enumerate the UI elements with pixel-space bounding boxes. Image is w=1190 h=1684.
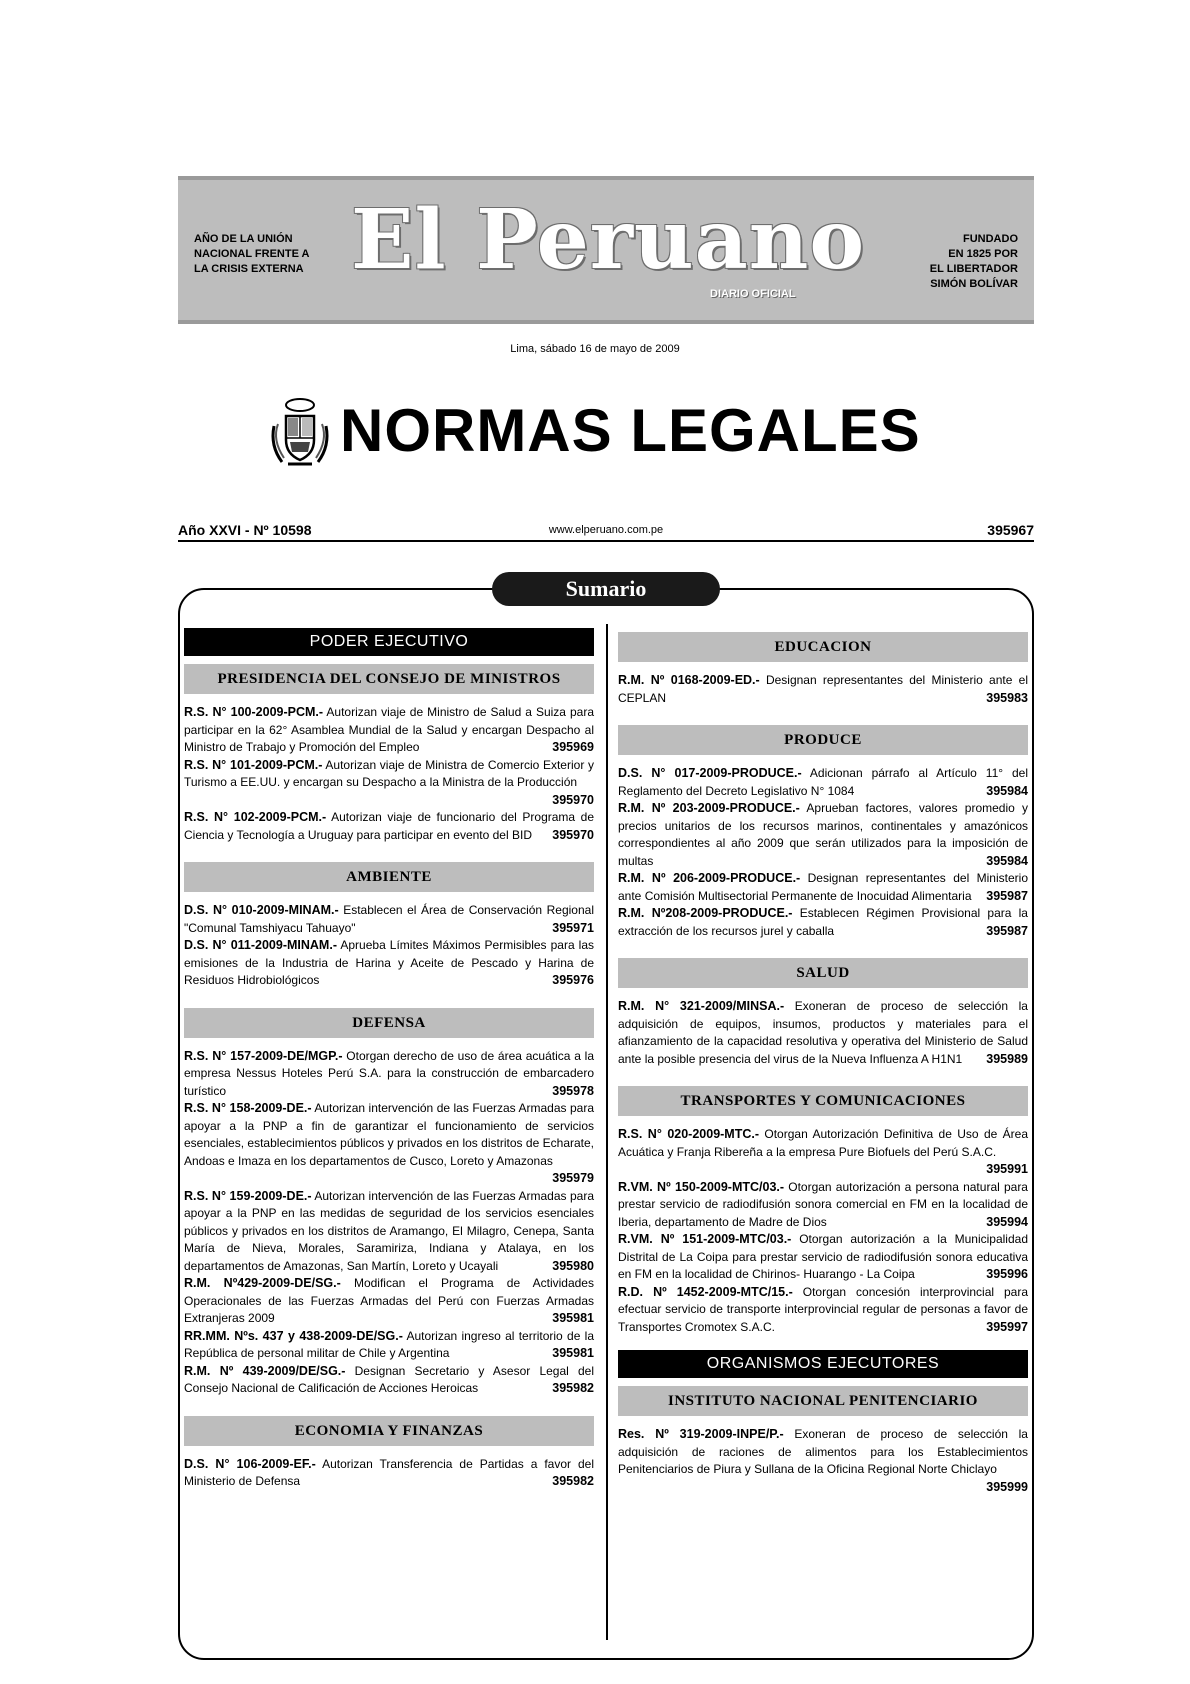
entry-code: Res. Nº 319-2009-INPE/P.- [618, 1427, 784, 1441]
newspaper-logo: El Peruano [350, 192, 866, 288]
summary-entry[interactable] [618, 1231, 1028, 1284]
section-heading: NORMAS LEGALES [340, 397, 921, 464]
entry-code: R.M. N° 321-2009/MINSA.- [618, 999, 785, 1013]
entry-page: 395969 [552, 740, 594, 754]
entry-description: Otorgan Autorización Definitiva de Uso de Área Acuática y Franja Ribereña a la empresa Pure Biofuels del Perú S.A.C. [618, 1127, 1028, 1159]
entry-page: 395982 [552, 1381, 594, 1395]
group-title-presidencia-del-consejo-de-ministros: PRESIDENCIA DEL CONSEJO DE MINISTROS [184, 664, 594, 694]
column-divider [606, 624, 608, 1640]
entry-code: R.D. Nº 1452-2009-MTC/15.- [618, 1284, 793, 1299]
summary-entry[interactable] [618, 1179, 1028, 1232]
entry-page: 395984 [986, 783, 1028, 798]
entry-code: R.S. N° 158-2009-DE.- [184, 1101, 312, 1115]
summary-entry[interactable] [184, 809, 594, 844]
national-crest-icon [268, 396, 332, 470]
entry-page: 395980 [552, 1258, 594, 1273]
summary-entry[interactable] [618, 800, 1028, 870]
section-title-organismos-ejecutores: ORGANISMOS EJECUTORES [618, 1350, 1028, 1378]
entry-description: Autorizan viaje de funcionario del Programa de Ciencia y Tecnología a Uruguay para participar en evento del BID [184, 810, 595, 842]
summary-entry[interactable] [618, 1126, 1028, 1179]
entry-description: Otorgan derecho de uso de área acuática a la empresa Nessus Hoteles Perú S.A. para la construcción de embarcadero turístico [184, 1048, 594, 1098]
entry-description: Exoneran de proceso de selección la adquisición de raciones de alimentos para los Establecimientos Penitenciarios de Piura y Sullana de la Oficina Regional Norte Chiclayo [618, 1427, 1028, 1476]
entry-page: 395997 [986, 1319, 1028, 1334]
entry-code: R.S. N° 020-2009-MTC.- [618, 1127, 760, 1141]
summary-entry[interactable] [184, 1188, 594, 1276]
entry-code: D.S. N° 010-2009-MINAM.- [184, 903, 339, 917]
summary-entry[interactable] [184, 1456, 594, 1491]
entry-description: Autorizan ingreso al territorio de la República de personal militar de Chile y Argentina [184, 1328, 594, 1360]
entry-description: Aprueban factores, valores promedio y precios unitarios de los recursos marinos, continentales y amazónicos correspondientes al año 2009 que serán utilizados para la imposición de multas [618, 801, 1029, 868]
group-title-ambiente: AMBIENTE [184, 862, 594, 892]
entry-code: D.S. N° 106-2009-EF.- [184, 1456, 316, 1471]
page-number: 395967 [987, 522, 1034, 538]
entry-code: D.S. N° 011-2009-MINAM.- [184, 938, 337, 952]
group-title-educacion: EDUCACION [618, 632, 1028, 662]
edition-bar [178, 520, 1034, 542]
group-title-transportes-y-comunicaciones: TRANSPORTES Y COMUNICACIONES [618, 1086, 1028, 1116]
summary-left-column [184, 628, 594, 1505]
entry-page: 395984 [986, 853, 1028, 868]
masthead-founded: FUNDADO EN 1825 POR EL LIBERTADOR SIMÓN BOLÍVAR [929, 233, 1018, 290]
entry-page: 395982 [552, 1474, 594, 1488]
summary-entry[interactable] [618, 1284, 1028, 1337]
entry-description: Otorgan concesión interprovincial para efectuar servicio de transporte interprovincial regular de personas a favor de Transportes Cromotex S.A.C. [618, 1284, 1028, 1334]
entry-description: Establecen el Área de Conservación Regional "Comunal Tamshiyacu Tahuayo" [184, 903, 594, 935]
summary-entry[interactable] [618, 672, 1028, 707]
entry-page: 395981 [552, 1311, 594, 1325]
summary-entry[interactable] [618, 905, 1028, 940]
entry-code: R.S. N° 157-2009-DE/MGP.- [184, 1048, 343, 1063]
entry-code: R.M. Nº 206-2009-PRODUCE.- [618, 871, 801, 885]
summary-entry[interactable] [184, 1275, 594, 1328]
entry-code: RR.MM. Nºs. 437 y 438-2009-DE/SG.- [184, 1328, 403, 1343]
entry-description: Designan Secretario y Asesor Legal del Consejo Nacional de Calificación de Acciones Heroicas [184, 1363, 594, 1395]
summary-entry[interactable] [618, 1426, 1028, 1496]
summary-entry[interactable] [618, 765, 1028, 800]
entry-description: Adicionan párrafo al Artículo 11° del Reglamento del Decreto Legislativo N° 1084 [618, 766, 1028, 798]
entry-description: Modifican el Programa de Actividades Operacionales de las Fuerzas Armadas del Perú con Fuerzas Armadas Extranjeras 2009 [184, 1276, 594, 1325]
entry-page: 395996 [986, 1267, 1028, 1281]
entry-page: 395991 [986, 1162, 1028, 1176]
entry-page: 395987 [986, 888, 1028, 903]
entry-page: 395987 [986, 923, 1028, 938]
entry-code: R.M. Nº208-2009-PRODUCE.- [618, 906, 793, 920]
entry-description: Designan representantes del Ministerio ante Comisión Multisectorial Permanente de Inocuidad Alimentaria [618, 871, 1028, 903]
entry-code: R.M. Nº 203-2009-PRODUCE.- [618, 801, 800, 815]
newspaper-subtitle: DIARIO OFICIAL [710, 288, 796, 300]
entry-description: Autorizan viaje de Ministra de Comercio Exterior y Turismo a EE.UU. y encargan su Despacho a la Ministra de la Producción [184, 757, 594, 789]
entry-description: Establecen Régimen Provisional para la extracción de los recursos jurel y caballa [618, 906, 1028, 938]
entry-description: Designan representantes del Ministerio ante el CEPLAN [618, 673, 1028, 705]
entry-code: R.S. N° 101-2009-PCM.- [184, 757, 323, 772]
entry-code: R.S. N° 159-2009-DE.- [184, 1188, 312, 1203]
group-title-salud: SALUD [618, 958, 1028, 988]
summary-entry[interactable] [184, 902, 594, 937]
section-title-poder-ejecutivo: PODER EJECUTIVO [184, 628, 594, 656]
website-link[interactable]: www.elperuano.com.pe [548, 524, 664, 536]
summary-entry[interactable] [184, 757, 594, 810]
entry-description: Autorizan intervención de las Fuerzas Armadas para apoyar a la PNP en las medidas de seguridad de los servicios esenciales públicos y privados en los distritos de Aramango, El Milagro, Cenepa, Santa María de Nieva, Morales, Saramiriza, Indiana y Atalaya, en los departamentos de Amazonas, San Martín, Loreto y Ucayali [184, 1188, 594, 1273]
entry-code: D.S. N° 017-2009-PRODUCE.- [618, 766, 802, 780]
entry-page: 395970 [552, 827, 594, 842]
entry-code: R.VM. Nº 150-2009-MTC/03.- [618, 1179, 785, 1194]
entry-code: R.S. N° 102-2009-PCM.- [184, 810, 327, 824]
summary-entry[interactable] [184, 1363, 594, 1398]
group-title-instituto-nacional-penitenciario: INSTITUTO NACIONAL PENITENCIARIO [618, 1386, 1028, 1416]
entry-description: Otorgan autorización a la Municipalidad Distrital de La Coipa para prestar servicio de radiodifusión sonora educativa en FM en la localidad de Chirinos- Huarango - La Coipa [618, 1232, 1028, 1281]
entry-page: 395989 [986, 1051, 1028, 1066]
masthead-motto: AÑO DE LA UNIÓN NACIONAL FRENTE A LA CRISIS EXTERNA [194, 233, 310, 275]
entry-description: Autorizan viaje de Ministro de Salud a Suiza para participar en la 62° Asamblea Mundial de la Salud y encargan Despacho al Ministro de Trabajo y Promoción del Empleo [184, 705, 594, 754]
edition-number: Año XXVI - Nº 10598 [178, 522, 312, 538]
entry-description: Autorizan intervención de las Fuerzas Armadas para apoyar a la PNP a fin de garantizar el funcionamiento de servicios esenciales, establecimientos públicos y privados en los distritos de Echarate, Andoas e Imaza en los departamentos de Cusco, Loreto y Amazonas [184, 1101, 594, 1168]
issue-date: Lima, sábado 16 de mayo de 2009 [510, 343, 680, 355]
entry-description: Aprueba Límites Máximos Permisibles para las emisiones de la Industria de Harina y Aceite de Pescado y Harina de Residuos Hidrobiológicos [184, 938, 594, 987]
entry-page: 395979 [552, 1171, 594, 1185]
summary-title: Sumario [492, 572, 720, 606]
group-title-produce: PRODUCE [618, 725, 1028, 755]
entry-code: R.VM. Nº 151-2009-MTC/03.- [618, 1232, 792, 1246]
entry-description: Autorizan Transferencia de Partidas a favor del Ministerio de Defensa [184, 1456, 595, 1488]
entry-page: 395994 [986, 1214, 1028, 1229]
summary-entry[interactable] [618, 998, 1028, 1068]
entry-page: 395971 [552, 920, 594, 935]
entry-description: Otorgan autorización a persona natural para prestar servicio de radiodifusión sonora comercial en FM en la localidad de Iberia, departamento de Madre de Dios [618, 1179, 1028, 1229]
entry-code: R.M. Nº 0168-2009-ED.- [618, 673, 760, 687]
summary-entry[interactable] [184, 1048, 594, 1101]
entry-page: 395981 [552, 1346, 594, 1360]
group-title-defensa: DEFENSA [184, 1008, 594, 1038]
summary-entry[interactable] [184, 704, 594, 757]
entry-page: 395970 [552, 792, 594, 807]
entry-code: R.M. Nº 439-2009/DE/SG.- [184, 1363, 346, 1378]
entry-page: 395999 [986, 1479, 1028, 1494]
entry-page: 395978 [552, 1083, 594, 1098]
entry-page: 395976 [552, 973, 594, 987]
entry-description: Exoneran de proceso de selección la adquisición de equipos, insumos, productos y materiales para el afianzamiento de la capacidad resolutiva y operativa del Ministerio de Salud ante la posible presencia del virus de la Nueva Influenza A H1N1 [618, 999, 1028, 1066]
entry-page: 395983 [986, 690, 1028, 705]
entry-code: R.M. Nº429-2009-DE/SG.- [184, 1276, 341, 1290]
summary-right-column [618, 628, 1028, 1510]
summary-entry[interactable] [184, 1100, 594, 1188]
group-title-economia-y-finanzas: ECONOMIA Y FINANZAS [184, 1416, 594, 1446]
summary-entry[interactable] [618, 870, 1028, 905]
summary-entry[interactable] [184, 1328, 594, 1363]
entry-code: R.S. N° 100-2009-PCM.- [184, 705, 324, 719]
masthead [178, 176, 1034, 324]
summary-entry[interactable] [184, 937, 594, 990]
